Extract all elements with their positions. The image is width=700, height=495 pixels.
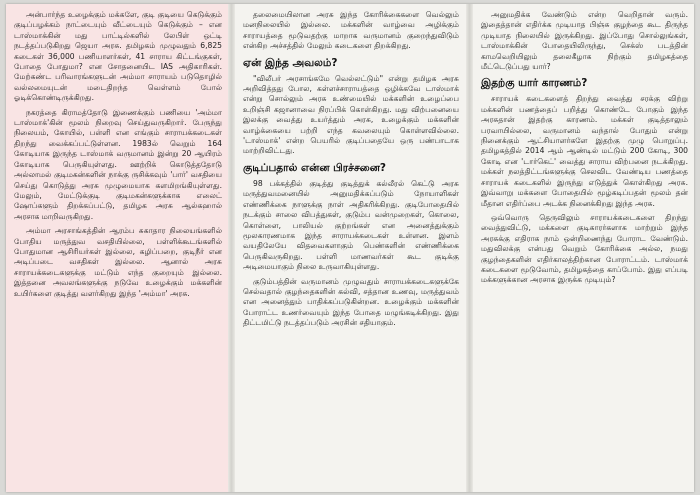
panel-right [473,4,694,492]
section-heading: குடிப்பதால் என்ன பிரச்சனை? [243,161,387,174]
section-heading: ஏன் இந்த அவலம்? [243,56,338,69]
paragraph: நகரத்தை கிராமத்தோடு இணைக்கும் பணியை 'அம்மா டாஸ்மாக்'கின் மூலம் நிறைவு செய்துவருகிறார். பேருந்து நிலையம், கோயில், பள்ளி என எங்கும் சாராயக்கடைகள் திறந்து வைக்கப்பட்டுள்ளன. 1983ல் வெறும் 164 கோடியாக இருந்த டாஸ்மாக் வருமானம் இன்று 20 ஆயிரம் கோடியாக பெருகியுள்ளது. ஊற்றிக் கொடுத்ததோடு அல்லாமல் குடிமகன்களின் நாக்கு ருசிக்கவும் 'பார்' வசதியை செய்து கொடுத்து அரசு முழுமையாக களமிறங்கியுள்ளது. மேலும், மேட்டுக்குடி குடிமகன்களுக்காக எலைட் ஷோப்களும் திறக்கப்பட்டு, தமிழக அரசு ஆல்கஹால் அரசாக மாறிவருகிறது. [14,107,222,221]
section-heading: இதற்கு யார் காரணம்? [481,77,588,90]
paragraph: அம்மா அரசாங்கத்தின் ஆரம்ப சுகாதார நிலையங்களில் போதிய மருத்துவ வசதியில்லை, பள்ளிக்கூடங்களில் போதுமான ஆசிரியர்கள் இல்லை, கழிப்பறை, குடிநீர் என அடிப்படை வசதிகள் இல்லை. ஆனால் அரசு சாராயக்கடைகளுக்கு மட்டும் எந்த குறையும் இல்லை. இத்தனை அவலங்களுக்கு நடுவே உழைக்கும் மக்களின் உயிர்களை குடித்து வளர்கிறது இந்த 'அம்மா' அரசு. [14,226,222,298]
panel-left [6,4,228,492]
paragraph: குடும்பத்தின் வருமானம் முழுவதும் சாராயக்கடைகளுக்கே செல்வதால் குழந்தைகளின் கல்வி, சத்தான உணவு, மருத்துவம் என அனைத்தும் பாதிக்கப்படுகின்றன. உழைக்கும் மக்களின் போராட்ட உணர்வையும் இந்த போதை மழுங்கடிக்கிறது. இது திட்டமிட்டு நடத்தப்படும் அரசின் சதியாகும். [243,276,459,328]
paragraph: அன்பார்ந்த உழைக்கும் மக்களே, குடி குடியை கெடுக்கும் குடிப்பழக்கம் நாட்டையும் வீட்டையும் கெடுக்கும் – என டாஸ்மாக்கின் மது பாட்டில்களில் லேபிள் ஒட்டி நடத்தப்படுகிறது ஜெயா அரசு. தமிழகம் முழுவதும் 6,825 கடைகள் 36,000 பணியாளர்கள், 41 சாராய கிட்டங்குகள், போதை போதுமா? என சோதனையிட IAS அதிகாரிகள். மேற்கண்ட பரிவாரங்களுடன் அம்மா சாராயம் படுதொழில் வல்லமையுடன் மடைதிறந்த வெள்ளம் போல் ஓடிக்கொண்டிருக்கிறது. [14,10,222,103]
fold-line [466,4,473,492]
paragraph: "விலீபர் அரசாங்கமே வெல்லட்டும்" என்று தமிழக அரசு அறிவித்தது போல, கள்ளச்சாராயத்தை ஒழிக்கவே டாஸ்மாக் என்று சொல்லும் அரசு உண்மையில் மக்களின் உழைப்பை உறிஞ்சி கஜானாவை நிரப்பிக் கொள்கிறது. மது விற்பனையை இலக்கு வைத்து உயர்த்தும் அரசு, உழைக்கும் மக்களின் வாழ்க்கையை பற்றி எந்த கவலையும் கொள்ளவில்லை. 'டாஸ்மாக்' என்ற பெயரில் குடிப்பதையே ஒரு பண்பாடாக மாற்றிவிட்டது. [243,73,459,156]
paragraph: தலைமையிலான அரசு இந்த கோரிக்கைகளை வெல்லும் மனநிலையில் இல்லை. மக்களின் வாழ்வை அழிக்கும் சாராயத்தை மூடுவதற்கு மாறாக வருமானம் குறைந்துவிடும் என்கிற அச்சத்தில் மேலும் கடைகளை திறக்கிறது. [243,10,459,51]
paragraph: சாராயக் கடைகளைத் திறந்து வைத்து சரக்கு விற்று மக்களின் பணத்தைப் பறித்து கொண்டே போகும் இந்த அரசுதான் இதற்கு காரணம். மக்கள் குடித்தாலும் பரவாயில்லை, வருமானம் வந்தால் போதும் என்று நினைக்கும் ஆட்சியாளர்களே இதற்கு முழு பொறுப்பு. தமிழகத்தில் 2014 ஆம் ஆண்டில் மட்டும் 200 கோடி, 300 கோடி என 'டார்கெட்' வைத்து சாராய விற்பனை நடக்கிறது. மக்கள் நலத்திட்டங்களுக்கு செலவிட வேண்டிய பணத்தை சாராயக் கடைகளில் இருந்து எடுத்துக் கொள்கிறது அரசு. இவ்வாறு மக்களை போதையில் மூழ்கடிப்பதன் மூலம் தன் மீதான எதிர்ப்பை அடக்க நினைக்கிறது இந்த அரசு. [481,94,688,208]
paragraph: அனுமதிக்க வேண்டும் என்ற வெறிதான் வரும். இதைத்தான் எதிர்க்க முடியாத பிஞ்சு குழந்தை கூட திருந்த முடியாத நிலையில் இருக்கிறது. இப்போது சொல்லுங்கள், டாஸ்மாக்கின் போதையிலிருந்து, செக்ஸ் படத்தின் காமவெறியிலும் தலைகீழாக நிற்கும் தமிழகத்தை மீட்டெடுப்பது யார்? [481,10,688,72]
leaflet-sheet [6,4,694,492]
fold-line [228,4,235,492]
paragraph: ஒவ்வொரு தெருவிலும் சாராயக்கடைகளை திறந்து வைத்துவிட்டு, மக்களை குடிகாரர்களாக மாற்றும் இந்த அரசுக்கு எதிராக நாம் ஒன்றிணைந்து போராட வேண்டும். மதுவிலக்கு என்பது வெறும் கோரிக்கை அல்ல, நமது குழந்தைகளின் எதிர்காலத்திற்கான போராட்டம். டாஸ்மாக் கடைகளை மூடுவோம், தமிழகத்தை காப்போம். இது எப்படி மக்களுக்கான அரசாக இருக்க முடியும்? [481,212,688,285]
paragraph: 98 பக்கத்தில் குடித்து குடித்துக் கல்லீரல் கெட்டு அரசு மருத்துவமனையில் அனுமதிக்கப்படும் நோயாளிகள் எண்ணிக்கை நாளுக்கு நாள் அதிகரிக்கிறது. குடிபோதையில் நடக்கும் சாலை விபத்துகள், குடும்ப வன்முறைகள், கொலை, கொள்ளை, பாலியல் குற்றங்கள் என அனைத்துக்கும் மூலகாரணமாக இந்த சாராயக்கடைகள் உள்ளன. இளம் வயதிலேயே விதவைகளாகும் பெண்களின் எண்ணிக்கை பெருகிவருகிறது. பள்ளி மாணவர்கள் கூட குடிக்கு அடிமையாகும் நிலை உருவாகியுள்ளது. [243,178,459,272]
panel-middle [235,4,465,492]
